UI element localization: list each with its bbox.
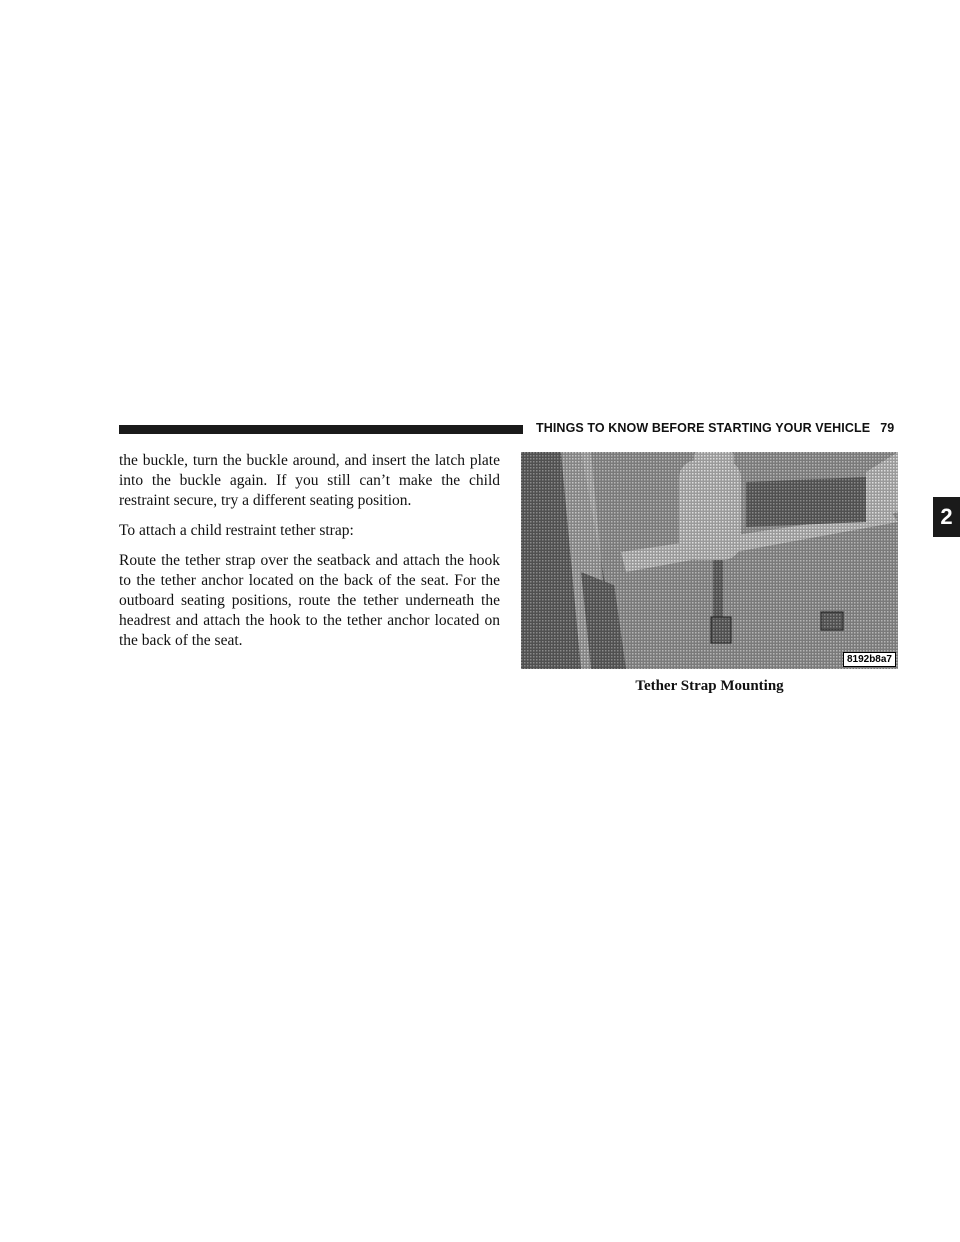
page-number: 79 (880, 421, 895, 435)
tether-strap-illustration (521, 452, 898, 669)
figure-caption: Tether Strap Mounting (635, 678, 784, 694)
figure-code: 8192b8a7 (843, 652, 896, 667)
paragraph-2: To attach a child restraint tether strap: (119, 522, 354, 539)
running-header (536, 421, 894, 435)
paragraph-3: Route the tether strap over the seatback and attach the hook to the tether anchor located on the back of the seat. For the outboard seating positions, route the tether underneath the headrest and attach the hook to the tether anchor located on the back of the seat. (119, 552, 500, 649)
header-title: THINGS TO KNOW BEFORE STARTING YOUR VEHICLE (536, 421, 871, 435)
illustration-drawing (521, 452, 898, 669)
body-text (119, 451, 500, 661)
paragraph-1: the buckle, turn the buckle around, and insert the latch plate into the buckle again. If you still can’t make the child restraint secure, try a different seating position. (119, 452, 500, 509)
chapter-tab: 2 (933, 497, 960, 537)
header-rule (119, 425, 523, 434)
